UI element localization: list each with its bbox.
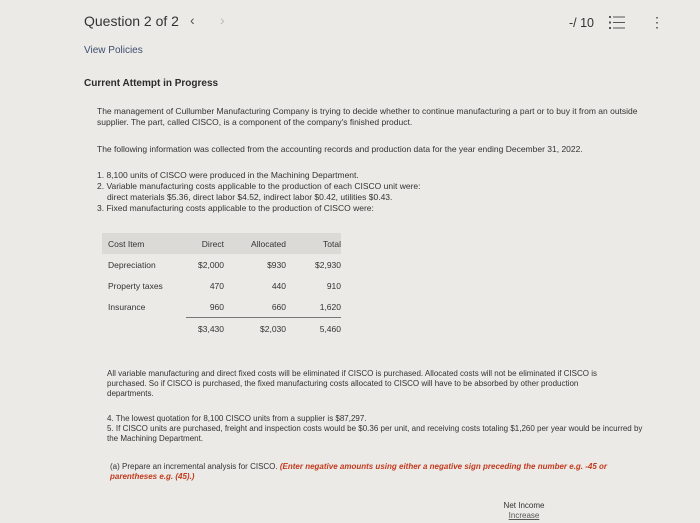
attempt-title: Current Attempt in Progress <box>84 78 219 89</box>
list-item: 3. Fixed manufacturing costs applicable to the production of CISCO were: <box>97 203 374 213</box>
table-cell: $930 <box>267 259 286 270</box>
problem-info: The following information was collected from the accounting records and production data for the year ending December 31, 2022. <box>97 144 583 154</box>
table-cell: $3,430 <box>186 318 224 340</box>
table-cell: Depreciation <box>108 259 156 270</box>
table-cell: 5,460 <box>286 318 341 340</box>
list-item: 2. Variable manufacturing costs applicable to the production of each CISCO unit were: <box>97 181 421 191</box>
list-item: 4. The lowest quotation for 8,100 CISCO units from a supplier is $87,297. <box>107 414 367 423</box>
table-row <box>102 296 341 318</box>
chevron-left-icon[interactable]: ‹ <box>190 12 195 28</box>
table-cell: $2,030 <box>224 318 286 340</box>
table-cell: 660 <box>271 301 286 312</box>
table-total-row <box>102 318 341 340</box>
table-cell: $2,930 <box>315 259 341 270</box>
list-icon[interactable] <box>609 16 625 29</box>
column-header: Allocated <box>251 238 286 249</box>
score-display: -/ 10 <box>569 16 595 30</box>
column-header: Cost Item <box>108 238 145 249</box>
part-a-prompt <box>110 462 630 482</box>
table-cell: $2,000 <box>198 259 224 270</box>
allocation-note: All variable manufacturing and direct fixed costs will be eliminated if CISCO is purchased. Allocated costs will not be eliminated if CISCO is purchased. So if CISCO is purchased, the fixed manufacturing costs allocated to CISCO will have to be absorbed by other production departments. <box>107 369 597 398</box>
problem-list <box>97 170 657 214</box>
table-row <box>102 275 341 296</box>
list-item: direct materials $5.36, direct labor $4.52, indirect labor $0.42, utilities $0.43. <box>107 192 393 202</box>
table-row <box>102 254 341 275</box>
table-header-row <box>102 233 341 254</box>
more-options-icon[interactable]: ⋮ <box>650 14 664 30</box>
table-cell: 910 <box>326 280 341 291</box>
net-income-column-header <box>496 501 552 521</box>
table-cell: 470 <box>209 280 224 291</box>
view-policies-link[interactable]: View Policies <box>84 45 143 56</box>
question-label: Question 2 of 2 <box>84 13 179 29</box>
part-a-instruction: (Enter negative amounts using either a negative sign preceding the number e.g. -45 or parentheses e.g. (45).) <box>110 462 608 481</box>
additional-info <box>107 414 647 444</box>
column-header: Direct <box>201 238 224 249</box>
column-header: Total <box>323 238 341 249</box>
net-income-label: Net Income <box>503 501 545 510</box>
list-item: 5. If CISCO units are purchased, freight and inspection costs would be $0.36 per unit, and receiving costs totaling $1,260 per year would be incurred by the Machining Department. <box>107 424 643 443</box>
problem-intro: The management of Cullumber Manufacturing Company is trying to decide whether to continue manufacturing a part or to buy it from an outside supplier. The part, called CISCO, is a component of the company's finished product. <box>97 106 638 127</box>
table-cell: Insurance <box>108 301 146 312</box>
table-cell: 440 <box>271 280 286 291</box>
table-cell <box>102 318 186 340</box>
chevron-right-icon[interactable]: › <box>220 12 225 28</box>
table-cell: Property taxes <box>108 280 163 291</box>
table-cell: 960 <box>209 301 224 312</box>
part-a-text: (a) Prepare an incremental analysis for CISCO. <box>110 462 278 471</box>
increase-label: Increase <box>508 511 540 520</box>
fixed-cost-table <box>102 233 341 339</box>
table-cell: 1,620 <box>319 301 341 312</box>
list-item: 1. 8,100 units of CISCO were produced in the Machining Department. <box>97 170 359 180</box>
top-bar <box>0 0 700 40</box>
